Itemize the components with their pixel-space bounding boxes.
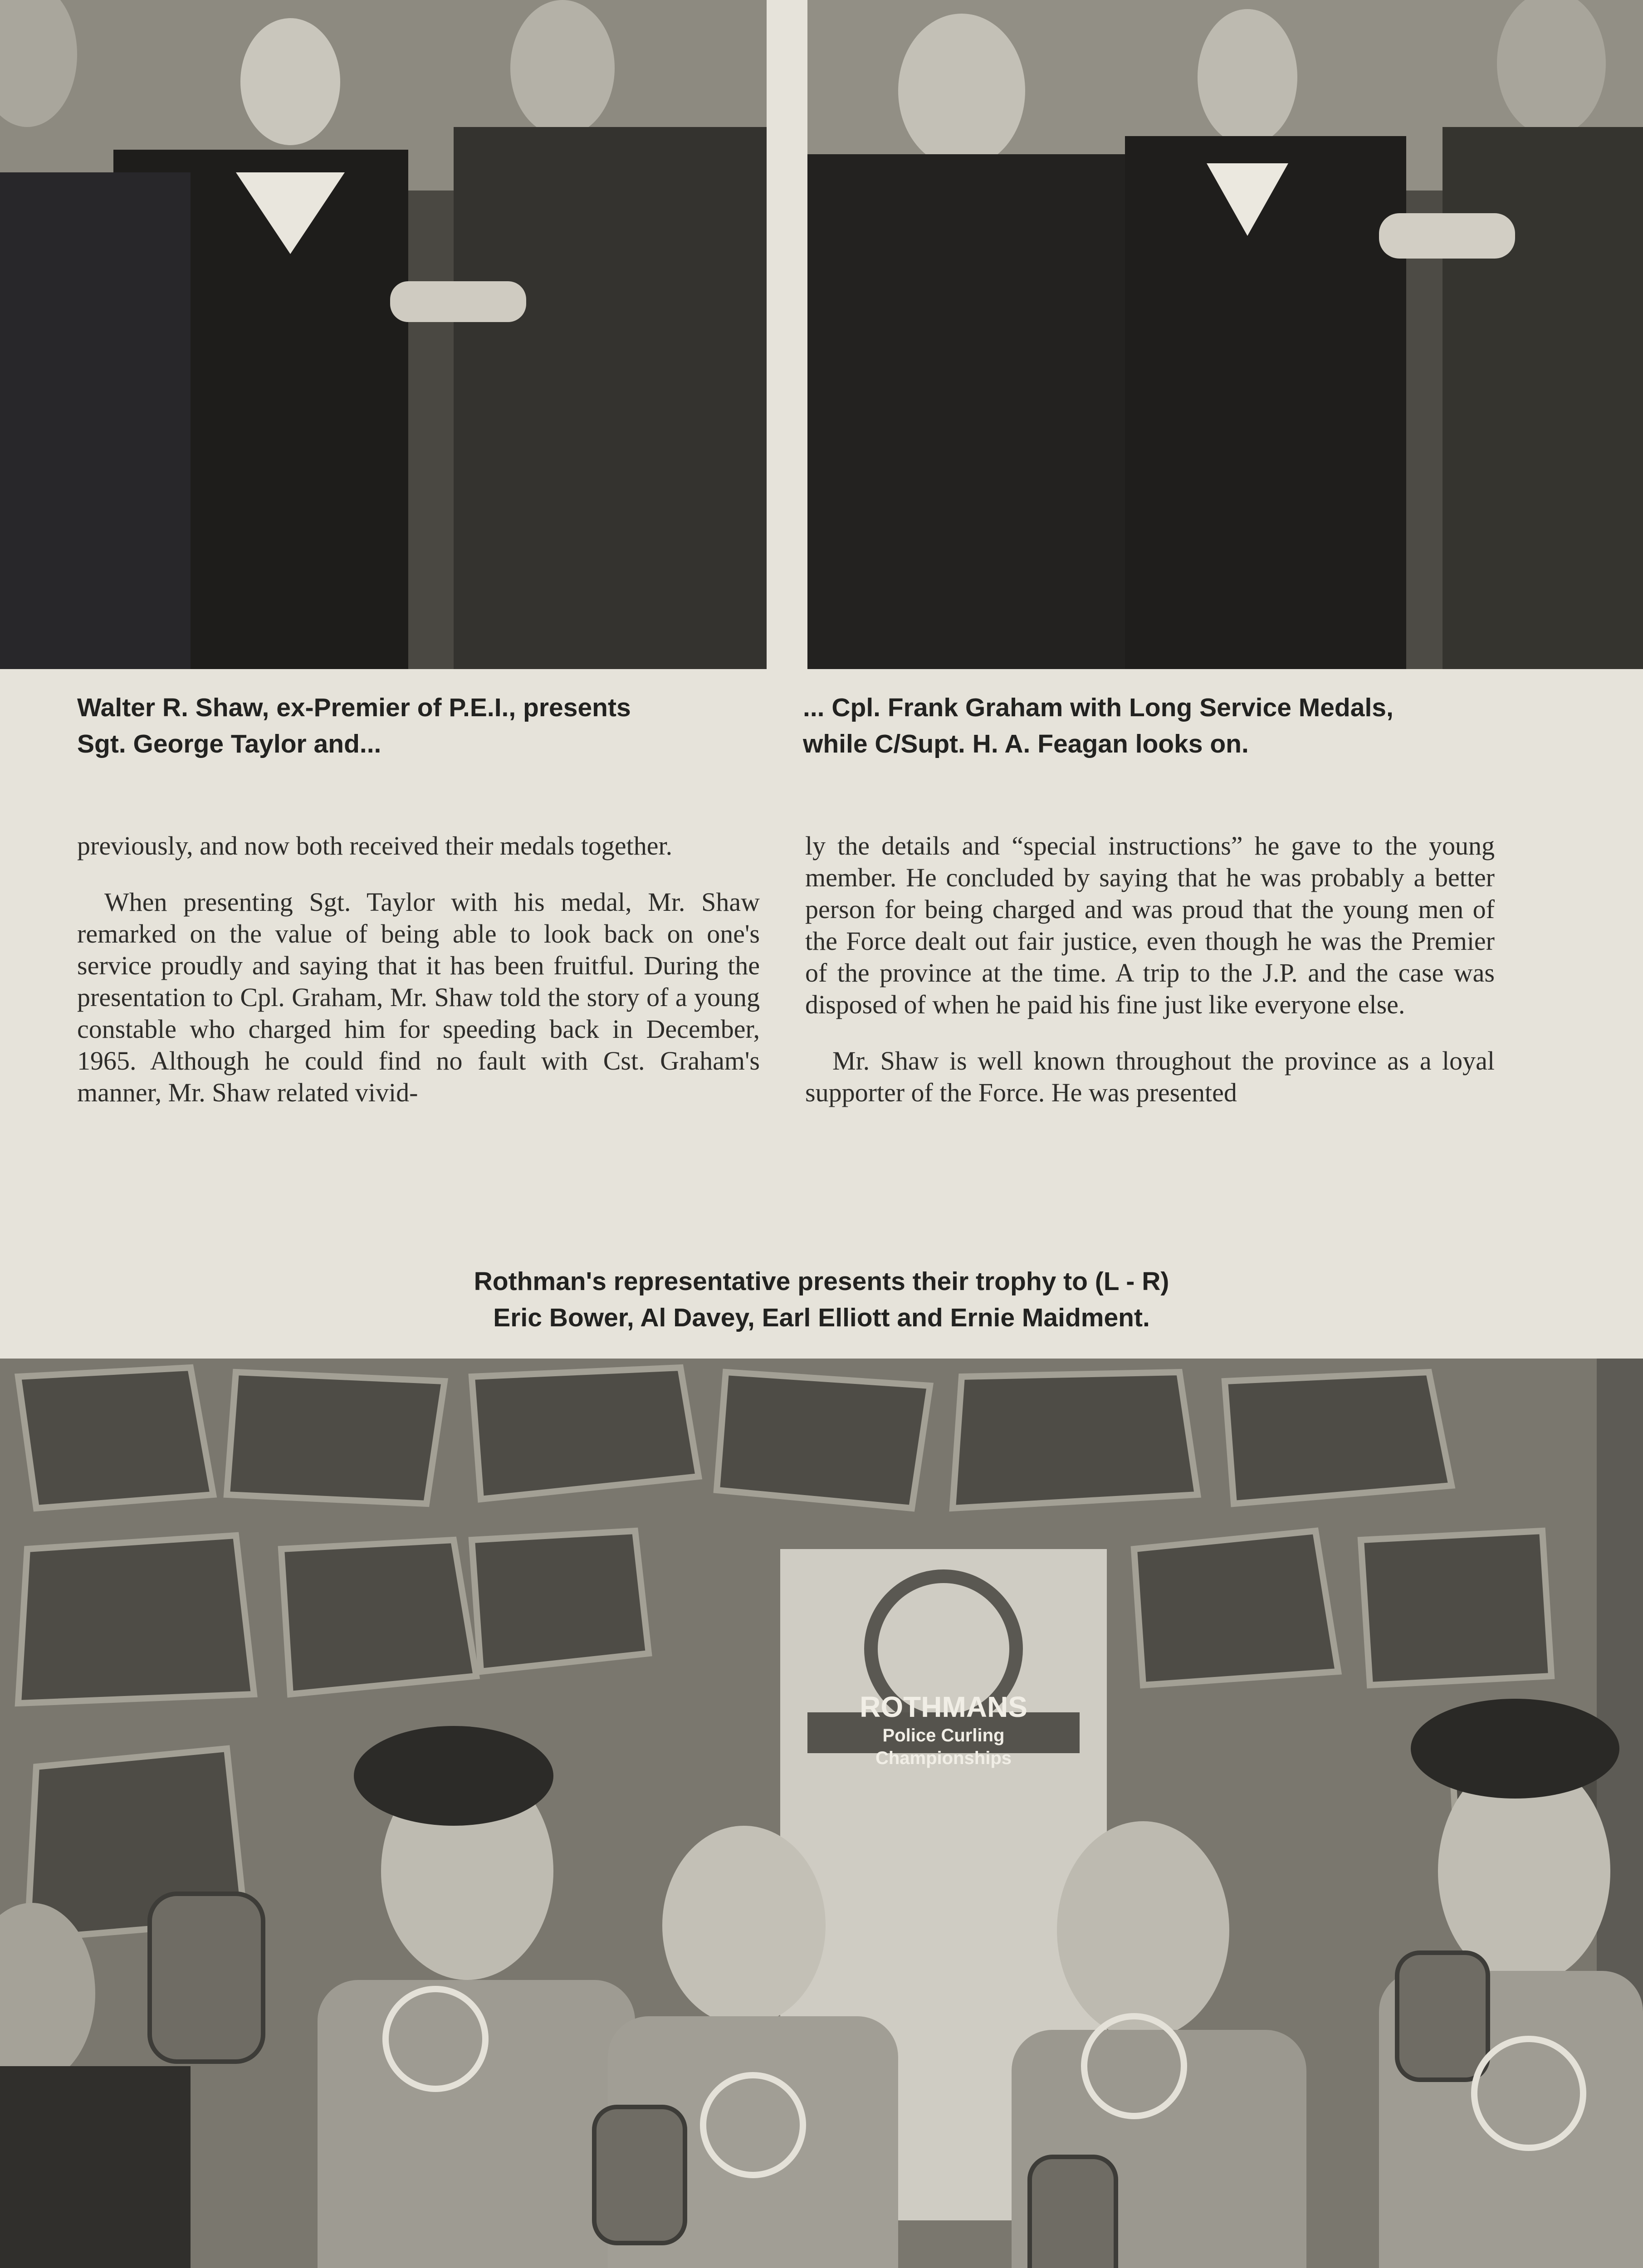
caption-bottom-line2: Eric Bower, Al Davey, Earl Elliott and Ernie Maidment. — [493, 1303, 1150, 1332]
caption-left-line1: Walter R. Shaw, ex-Premier of P.E.I., presents — [77, 693, 631, 722]
article-column-left — [77, 830, 760, 1133]
medal-presentation-photo-icon — [0, 0, 767, 669]
poster-brand: ROTHMANS — [860, 1691, 1027, 1723]
rothmans-poster-text — [826, 1690, 1061, 1769]
caption-right — [803, 689, 1394, 762]
caption-right-line1: ... Cpl. Frank Graham with Long Service Medals, — [803, 693, 1394, 722]
caption-left — [77, 689, 631, 762]
medal-presentation-photo-icon — [807, 0, 1643, 669]
curling-trophy-photo-icon — [0, 1359, 1643, 2268]
article-right-paragraph-1: ly the details and “special instructions” he gave to the young member. He concluded by saying that he was probably a better person for being charged and was proud that the young men of the Force dealt out fair justice, even though he was the Premier of the province at the time. A trip to the J.P. and the case was disposed of when he paid his fine just like everyone else. — [805, 831, 1495, 1019]
caption-bottom-line1: Rothman's representative presents their trophy to (L - R) — [474, 1267, 1169, 1296]
article-column-right — [805, 830, 1495, 1133]
article-left-paragraph-1: previously, and now both received their medals together. — [77, 831, 673, 860]
caption-right-line2: while C/Supt. H. A. Feagan looks on. — [803, 729, 1249, 758]
caption-bottom — [0, 1263, 1643, 1336]
caption-left-line2: Sgt. George Taylor and... — [77, 729, 381, 758]
poster-line2: Championships — [875, 1748, 1012, 1768]
poster-line1: Police Curling — [882, 1725, 1005, 1745]
article-right-paragraph-2: Mr. Shaw is well known throughout the province as a loyal supporter of the Force. He was presented — [805, 1046, 1495, 1107]
article-left-paragraph-2: When presenting Sgt. Taylor with his medal, Mr. Shaw remarked on the value of being able to look back on one's service proudly and saying that it has been fruitful. During the presentation to Cpl. Graham, Mr. Shaw told the story of a young constable who charged him for speeding back in December, 1965. Although he could find no fault with Cst. Graham's manner, Mr. Shaw related vivid- — [77, 887, 760, 1107]
photo-shaw-presents-graham — [807, 0, 1643, 669]
photo-curling-trophy-presentation — [0, 1359, 1643, 2268]
photo-shaw-presents-taylor — [0, 0, 767, 669]
